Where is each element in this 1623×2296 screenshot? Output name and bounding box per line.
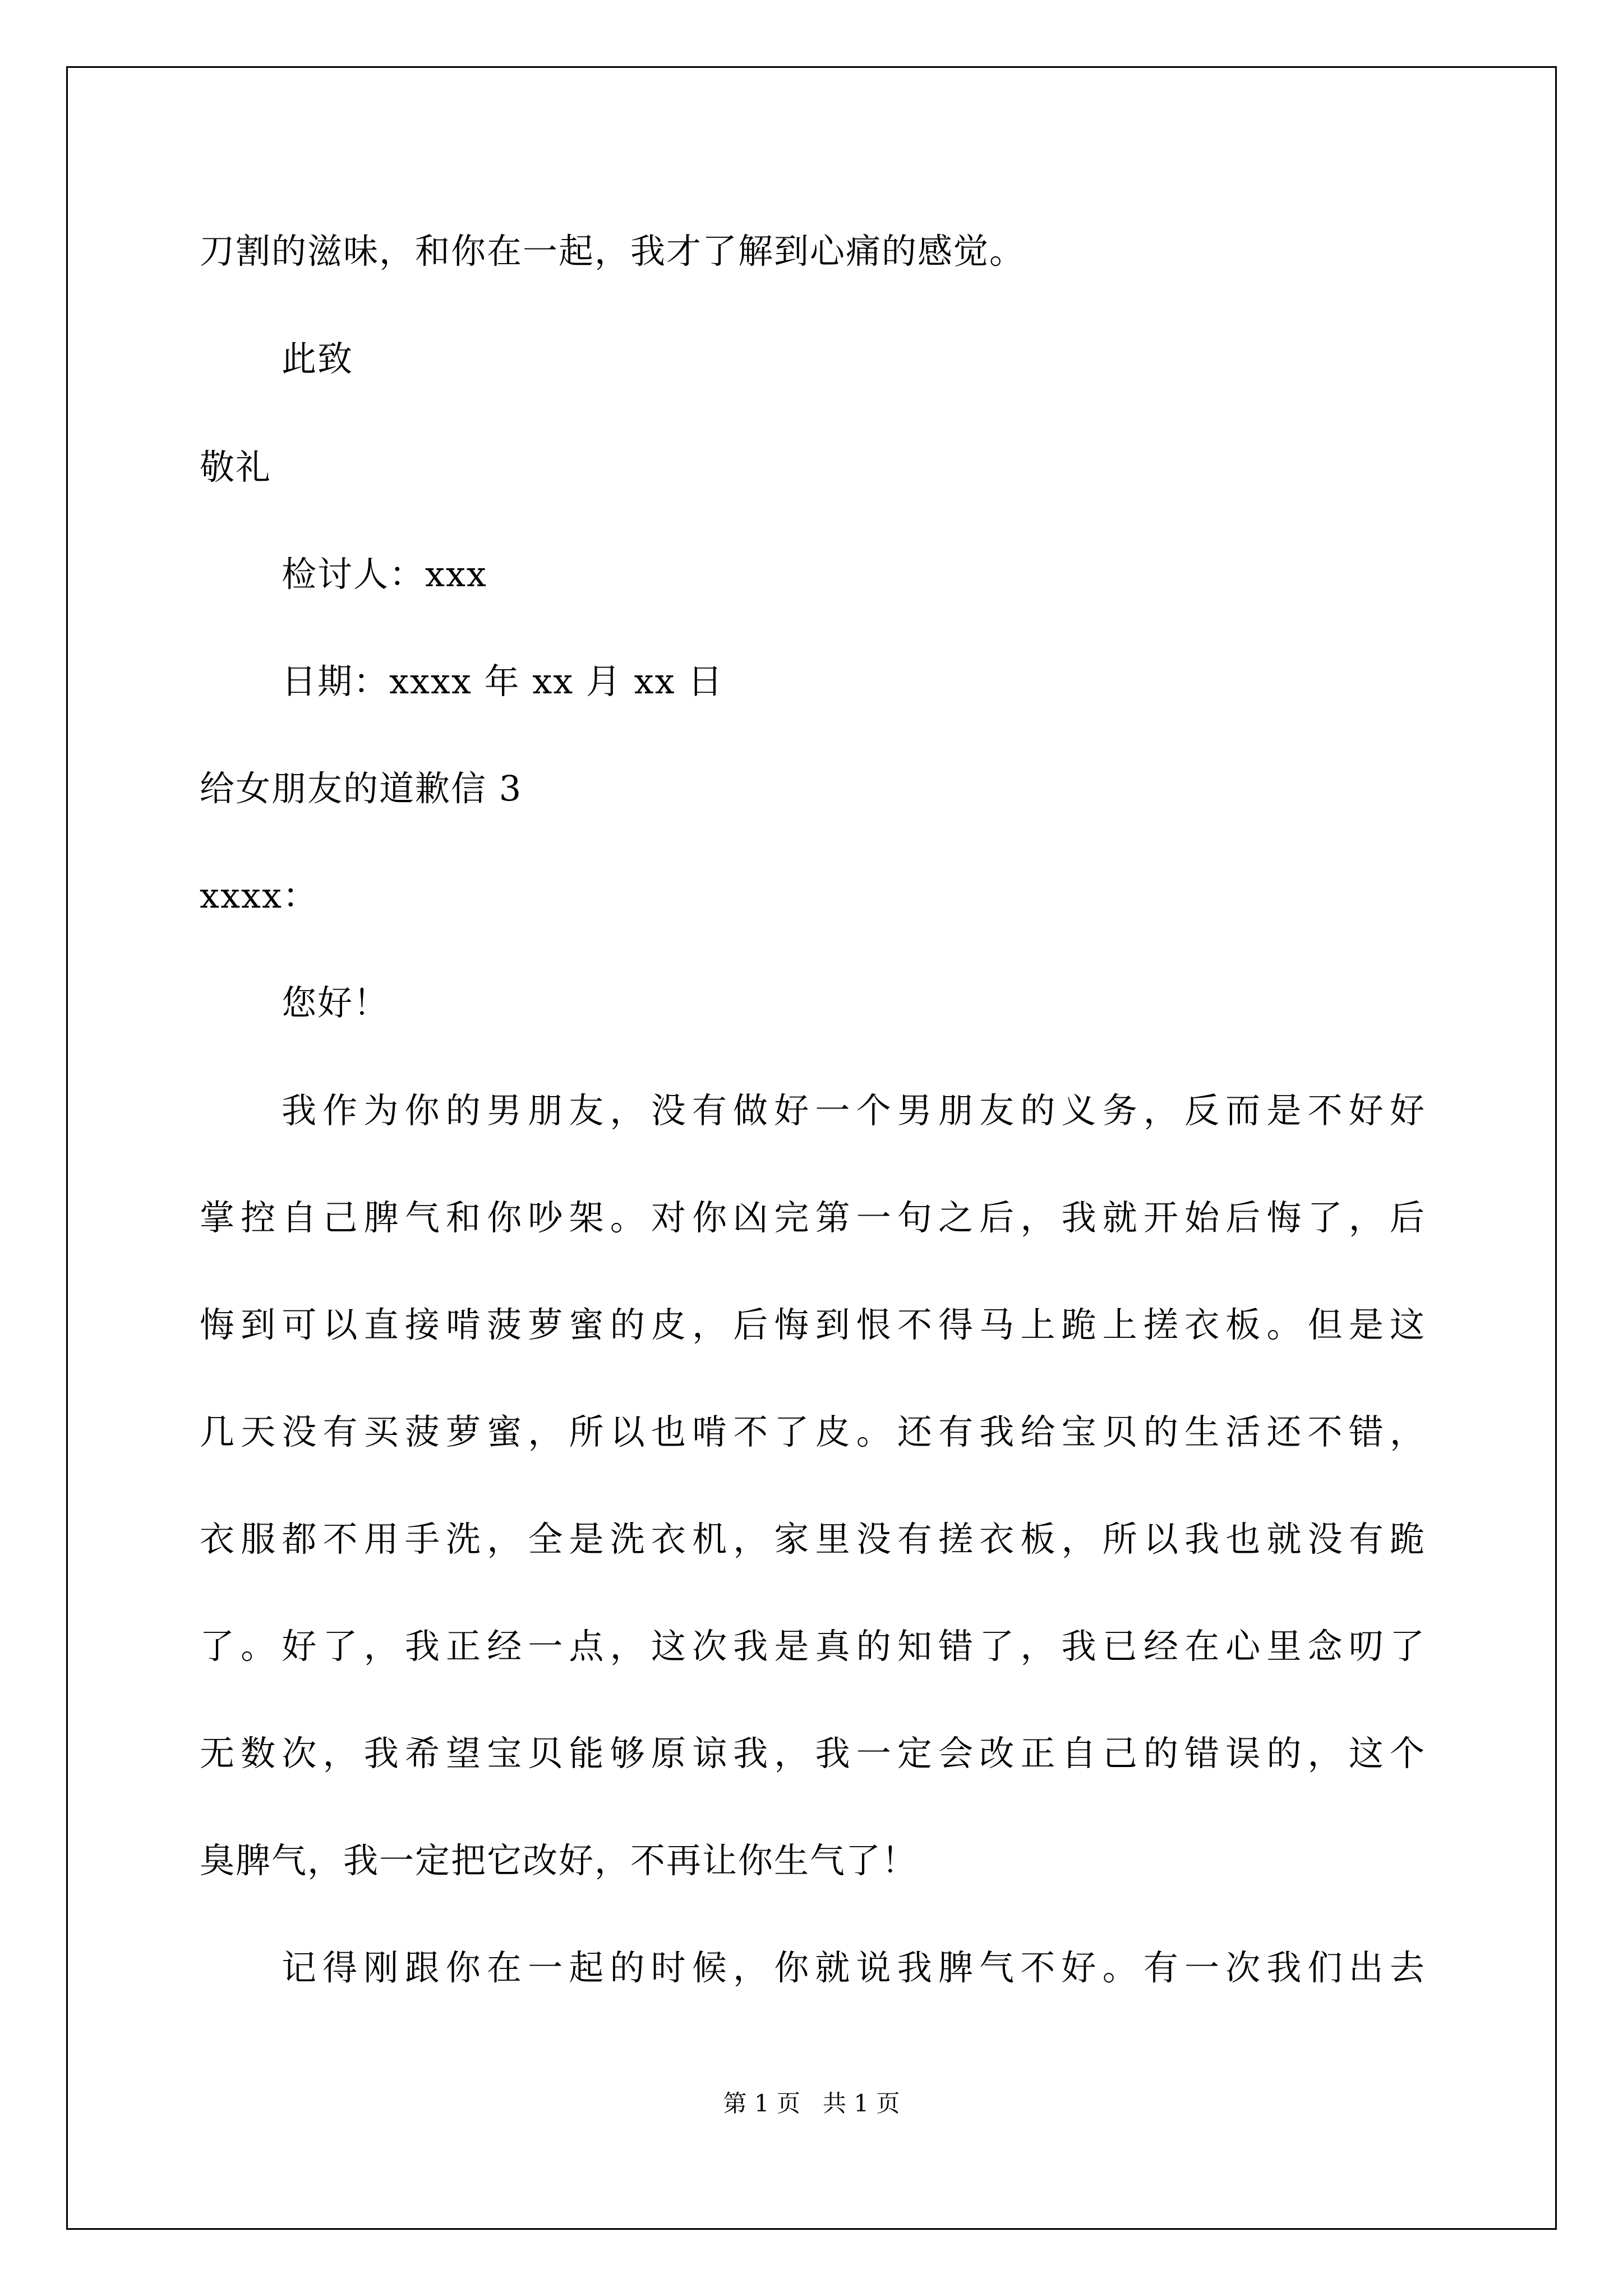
body-line: 悔到可以直接啃菠萝蜜的皮，后悔到恨不得马上跪上搓衣板。但是这 <box>200 1304 1424 1345</box>
date-line: 日期：xxxx 年 xx 月 xx 日 <box>282 661 724 702</box>
body-line: 记得刚跟你在一起的时候，你就说我脾气不好。有一次我们出去 <box>282 1947 1424 1988</box>
text-line-1: 刀割的滋味，和你在一起，我才了解到心痛的感觉。 <box>200 231 1026 272</box>
body-line: 无数次，我希望宝贝能够原谅我，我一定会改正自己的错误的，这个 <box>200 1733 1424 1774</box>
letter-title: 给女朋友的道歉信 3 <box>200 768 523 809</box>
closing-respect-line: 敬礼 <box>200 447 272 487</box>
page-number-footer: 第 1 页 共 1 页 <box>723 2090 900 2117</box>
body-line: 掌控自己脾气和你吵架。对你凶完第一句之后，我就开始后悔了，后 <box>200 1197 1424 1238</box>
page-border <box>66 66 1557 2230</box>
body-line: 了。好了，我正经一点，这次我是真的知错了，我已经在心里念叨了 <box>200 1626 1424 1667</box>
recipient-line: xxxx： <box>200 875 319 916</box>
closing-salutation-line: 此致 <box>282 338 354 379</box>
greeting-line: 您好！ <box>282 982 390 1023</box>
body-line: 臭脾气，我一定把它改好，不再让你生气了！ <box>200 1840 918 1881</box>
body-line: 衣服都不用手洗，全是洗衣机，家里没有搓衣板，所以我也就没有跪 <box>200 1519 1424 1559</box>
body-line: 我作为你的男朋友，没有做好一个男朋友的义务，反而是不好好 <box>282 1090 1424 1131</box>
body-line: 几天没有买菠萝蜜，所以也啃不了皮。还有我给宝贝的生活还不错， <box>200 1411 1424 1452</box>
signer-line: 检讨人：xxx <box>282 554 487 595</box>
